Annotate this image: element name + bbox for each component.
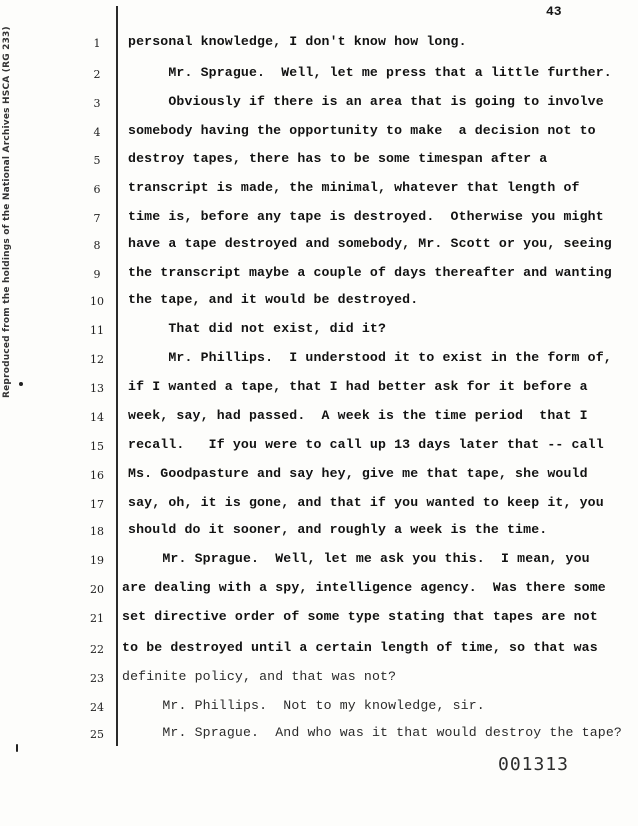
transcript-line: destroy tapes, there has to be some timespan after a — [128, 151, 548, 166]
line-number: 17 — [90, 498, 104, 511]
transcript-line: time is, before any tape is destroyed. Otherwise you might — [128, 209, 604, 224]
line-number: 21 — [90, 612, 104, 625]
line-number: 5 — [93, 154, 101, 167]
transcript-line: That did not exist, did it? — [128, 321, 387, 336]
transcript-line: week, say, had passed. A week is the time period that I — [128, 408, 588, 423]
line-number: 10 — [90, 295, 104, 308]
archive-stamp-text: Reproduced from the holdings of the National Archives HSCA (RG 233) — [2, 26, 12, 398]
line-number: 9 — [93, 268, 101, 281]
line-number: 8 — [93, 239, 101, 252]
page-number: 43 — [546, 4, 562, 19]
transcript-line: set directive order of some type stating that tapes are not — [122, 609, 598, 624]
transcript-line: to be destroyed until a certain length of time, so that was — [122, 640, 598, 655]
transcript-line: are dealing with a spy, intelligence agency. Was there some — [122, 580, 606, 595]
line-number: 3 — [93, 97, 101, 110]
line-number: 23 — [90, 672, 104, 685]
transcript-line: personal knowledge, I don't know how long. — [128, 34, 467, 49]
line-number: 18 — [90, 525, 104, 538]
line-number: 1 — [93, 37, 101, 50]
transcript-line: say, oh, it is gone, and that if you wanted to keep it, you — [128, 495, 604, 510]
transcript-line: have a tape destroyed and somebody, Mr. Scott or you, seeing — [128, 236, 612, 251]
transcript-line: if I wanted a tape, that I had better ask for it before a — [128, 379, 588, 394]
line-number: 13 — [90, 382, 104, 395]
transcript-line: Obviously if there is an area that is going to involve — [128, 94, 604, 109]
line-number: 15 — [90, 440, 104, 453]
transcript-line: Mr. Phillips. Not to my knowledge, sir. — [122, 698, 485, 713]
line-number: 19 — [90, 554, 104, 567]
line-number: 22 — [90, 643, 104, 656]
transcript-line: Mr. Sprague. And who was it that would destroy the tape? — [122, 725, 622, 740]
line-number: 11 — [90, 324, 104, 337]
transcript-line: transcript is made, the minimal, whatever that length of — [128, 180, 580, 195]
transcript-line: should do it sooner, and roughly a week is the time. — [128, 522, 548, 537]
line-number: 2 — [93, 68, 101, 81]
transcript-line: Mr. Sprague. Well, let me ask you this. I mean, you — [122, 551, 590, 566]
transcript-line: definite policy, and that was not? — [122, 669, 397, 684]
line-number: 14 — [90, 411, 104, 424]
transcript-line: Mr. Sprague. Well, let me press that a little further. — [128, 65, 612, 80]
transcript-line: Mr. Phillips. I understood it to exist in the form of, — [128, 350, 612, 365]
scan-speck — [19, 382, 23, 386]
margin-rule — [116, 6, 118, 746]
document-id: 001313 — [498, 754, 570, 775]
line-number: 6 — [93, 183, 101, 196]
transcript-line: Ms. Goodpasture and say hey, give me that tape, she would — [128, 466, 588, 481]
transcript-line: the transcript maybe a couple of days thereafter and wanting — [128, 265, 612, 280]
line-number: 7 — [93, 212, 101, 225]
line-number: 25 — [90, 728, 104, 741]
line-number: 20 — [90, 583, 104, 596]
line-number: 16 — [90, 469, 104, 482]
line-number: 24 — [90, 701, 104, 714]
line-number: 12 — [90, 353, 104, 366]
transcript-line: recall. If you were to call up 13 days later that -- call — [128, 437, 604, 452]
transcript-line: the tape, and it would be destroyed. — [128, 292, 419, 307]
scan-speck — [16, 744, 18, 752]
line-number: 4 — [93, 126, 101, 139]
transcript-line: somebody having the opportunity to make a decision not to — [128, 123, 596, 138]
